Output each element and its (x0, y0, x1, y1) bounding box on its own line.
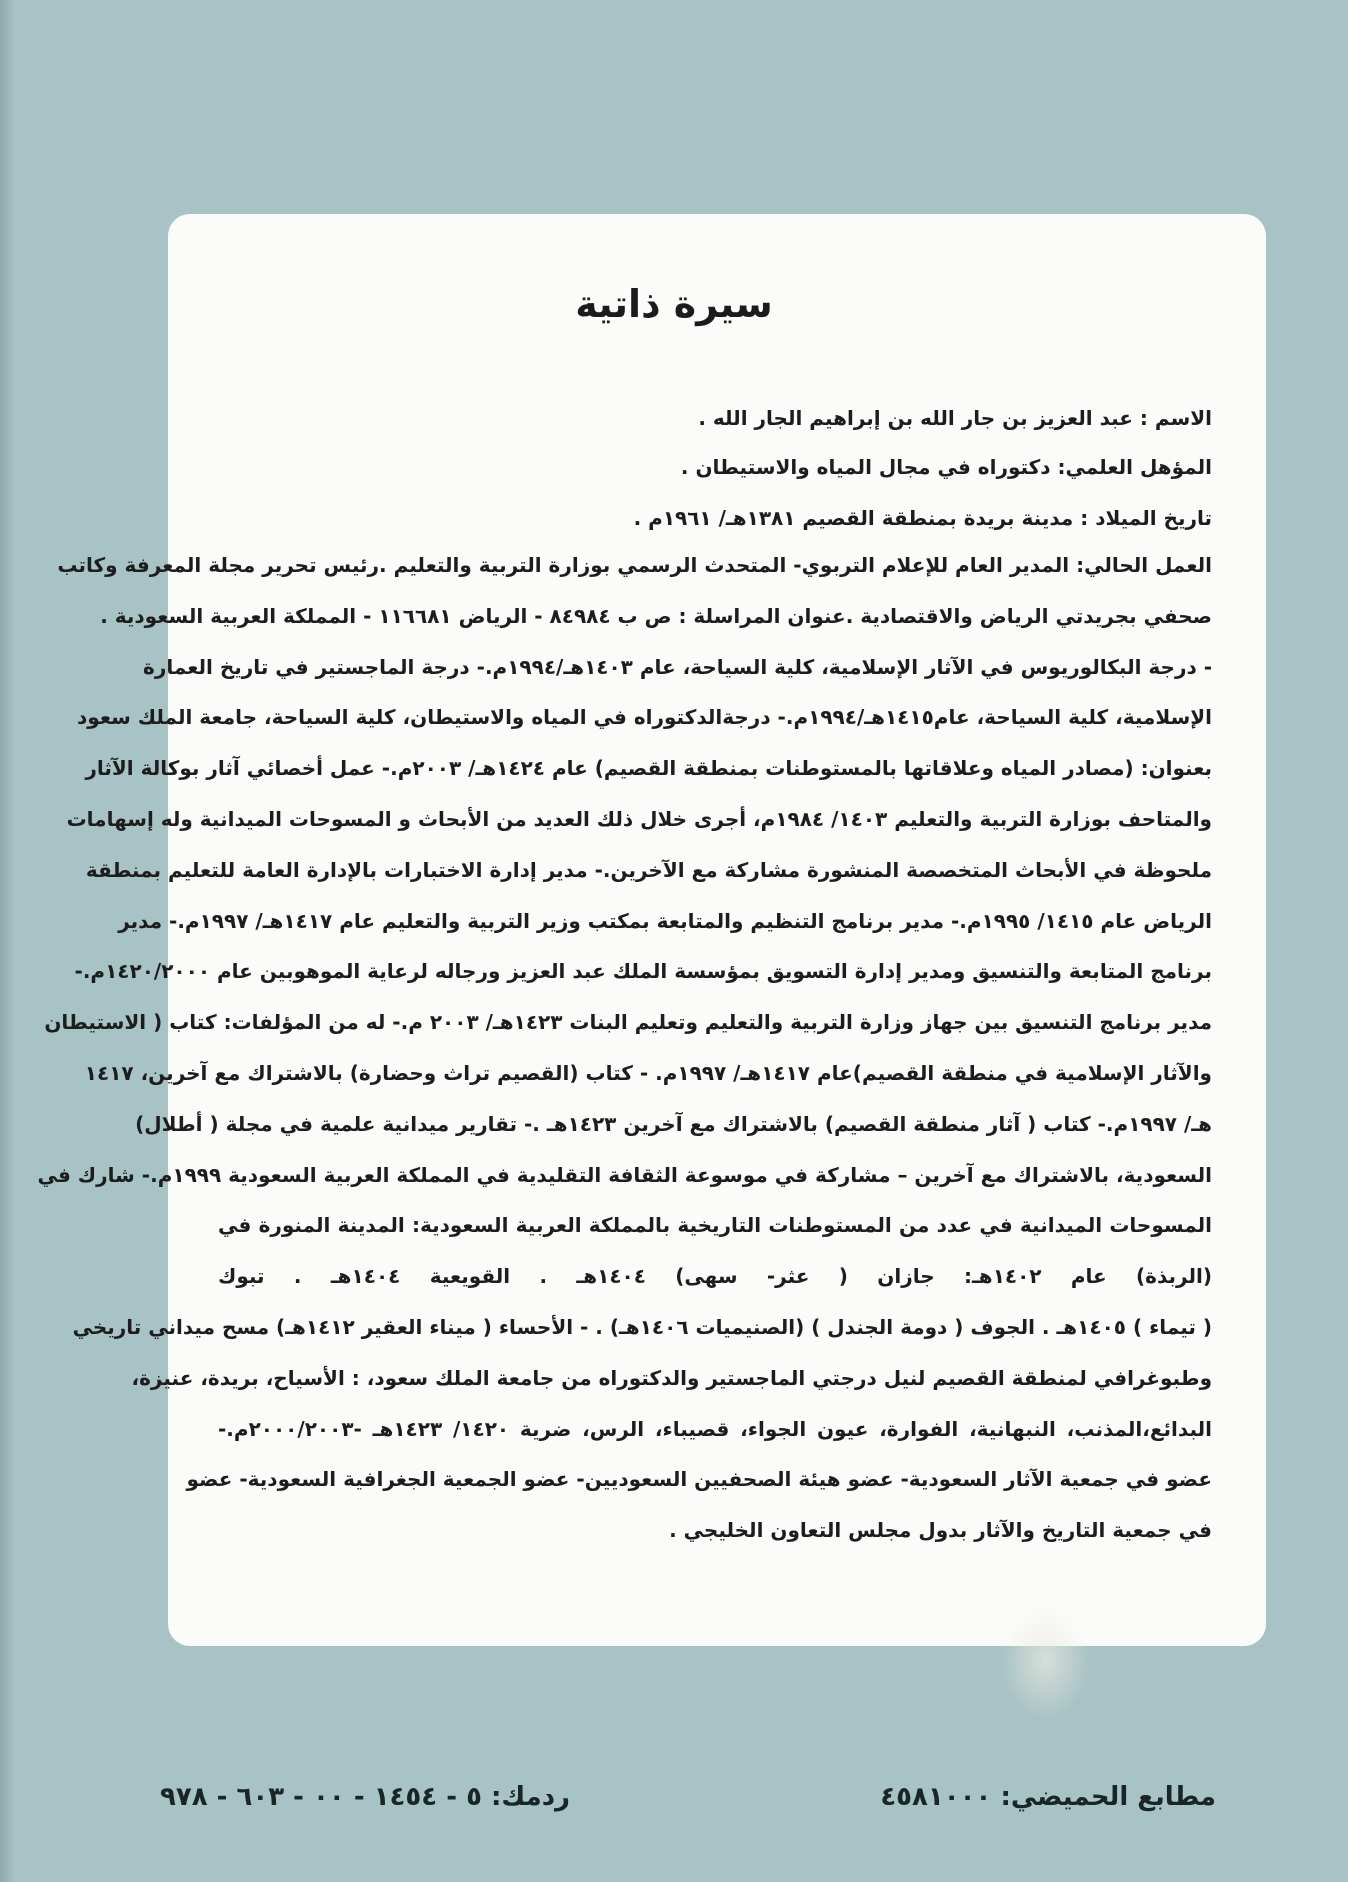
biography-line: ( تيماء ) ١٤٠٥هـ . الجوف ( دومة الجندل ) (الصنيميات ١٤٠٦هـ) . - الأحساء ( ميناء العقير ١٤١٢هـ) مسح ميداني تاريخي (72, 1315, 1212, 1339)
biography-line: الاسم : عبد العزيز بن جار الله بن إبراهيم الجار الله . (698, 406, 1212, 430)
biography-line: بعنوان: (مصادر المياه وعلاقاتها بالمستوطنات بمنطقة القصيم) عام ١٤٢٤هـ/ ٢٠٠٣م.- عمل أخصائي آثار بوكالة الآثار (85, 756, 1212, 781)
biography-line: المؤهل العلمي: دكتوراه في مجال المياه والاستيطان . (680, 455, 1212, 479)
biography-line: في جمعية التاريخ والآثار بدول مجلس التعاون الخليجي . (669, 1518, 1212, 1543)
page-title: سيرة ذاتية (575, 282, 773, 326)
biography-line: ملحوظة في الأبحاث المتخصصة المنشورة مشاركة مع الآخرين.- مدير إدارة الاختبارات بالإدارة العامة للتعليم بمنطقة (85, 857, 1212, 882)
biography-line: - درجة البكالوريوس في الآثار الإسلامية، كلية السياحة، عام ١٤٠٣هـ/١٩٩٤م.- درجة الماجستير في تاريخ العمارة (143, 654, 1212, 679)
biography-line: المسوحات الميدانية في عدد من المستوطنات التاريخية بالمملكة العربية السعودية: المدينة المنورة في (218, 1213, 1212, 1238)
biography-line: والآثار الإسلامية في منطقة القصيم)عام ١٤١٧هـ/ ١٩٩٧م. - كتاب (القصيم تراث وحضارة) بالاشتراك مع آخرين، ١٤١٧ (84, 1061, 1212, 1085)
biography-line: عضو في جمعية الآثار السعودية- عضو هيئة الصحفيين السعوديين- عضو الجمعية الجغرافية السعودية- عضو (186, 1467, 1212, 1492)
biography-line: (الربذة) عام ١٤٠٢هـ: جازان ( عثر- سهى) ١٤٠٤هـ . القويعية ١٤٠٤هـ . تبوك (218, 1264, 1212, 1289)
faded-stamp-mark (1000, 1600, 1090, 1720)
biography-line: صحفي بجريدتي الرياض والاقتصادية .عنوان المراسلة : ص ب ٨٤٩٨٤ - الرياض ١١٦٦٨١ - المملكة العربية السعودية . (100, 603, 1212, 628)
biography-line: العمل الحالي: المدير العام للإعلام التربوي- المتحدث الرسمي بوزارة التربية والتعليم .رئيس تحرير مجلة المعرفة وكاتب (57, 553, 1212, 577)
biography-line: هـ/ ١٩٩٧م.- كتاب ( آثار منطقة القصيم) بالاشتراك مع آخرين ١٤٢٣هـ .- تقارير ميدانية علمية في مجلة ( أطلال) (135, 1111, 1212, 1136)
biography-line: الإسلامية، كلية السياحة، عام١٤١٥هـ/١٩٩٤م.- درجةالدكتوراه في المياه والاستيطان، كلية السياحة، جامعة الملك سعود (77, 705, 1212, 730)
biography-line: البدائع،المذنب، النبهانية، الفوارة، عيون الجواء، قصيباء، الرس، ضرية ١٤٢٠/ ١٤٢٣هـ -٢٠٠٠/٢٠٠٣م.- (218, 1416, 1212, 1441)
biography-line: الرياض عام ١٤١٥/ ١٩٩٥م.- مدير برنامج التنظيم والمتابعة بمكتب وزير التربية والتعليم عام ١٤١٧هـ/ ١٩٩٧م.- مدير (118, 908, 1212, 933)
biography-line: برنامج المتابعة والتنسيق ومدير إدارة التسويق بمؤسسة الملك عبد العزيز ورجاله لرعاية الموهوبين عام ١٤٢٠/٢٠٠٠م.- (74, 959, 1212, 984)
biography-line: والمتاحف بوزارة التربية والتعليم ١٤٠٣/ ١٩٨٤م، أجرى خلال ذلك العديد من الأبحاث و المسوحات الميدانية وله إسهامات (66, 807, 1212, 831)
biography-line: مدير برنامج التنسيق بين جهاز وزارة التربية والتعليم وتعليم البنات ١٤٢٣هـ/ ٢٠٠٣ م.- له من المؤلفات: كتاب ( الاستيطان (44, 1010, 1212, 1035)
biography-line: تاريخ الميلاد : مدينة بريدة بمنطقة القصيم ١٣٨١هـ/ ١٩٦١م . (633, 506, 1212, 530)
isbn: ردمك: ٥ - ١٤٥٤ - ٠٠ - ٦٠٣ - ٩٧٨ (160, 1782, 571, 1812)
biography-line: السعودية، بالاشتراك مع آخرين – مشاركة في موسوعة الثقافة التقليدية في المملكة العربية السعودية ١٩٩٩م.- شارك في (37, 1162, 1212, 1187)
printer-info: مطابع الحميضي: ٤٥٨١٠٠٠ (880, 1782, 1216, 1812)
biography-line: وطبوغرافي لمنطقة القصيم لنيل درجتي الماجستير والدكتوراه من جامعة الملك سعود، : الأسياح، بريدة، عنيزة، (131, 1365, 1212, 1390)
